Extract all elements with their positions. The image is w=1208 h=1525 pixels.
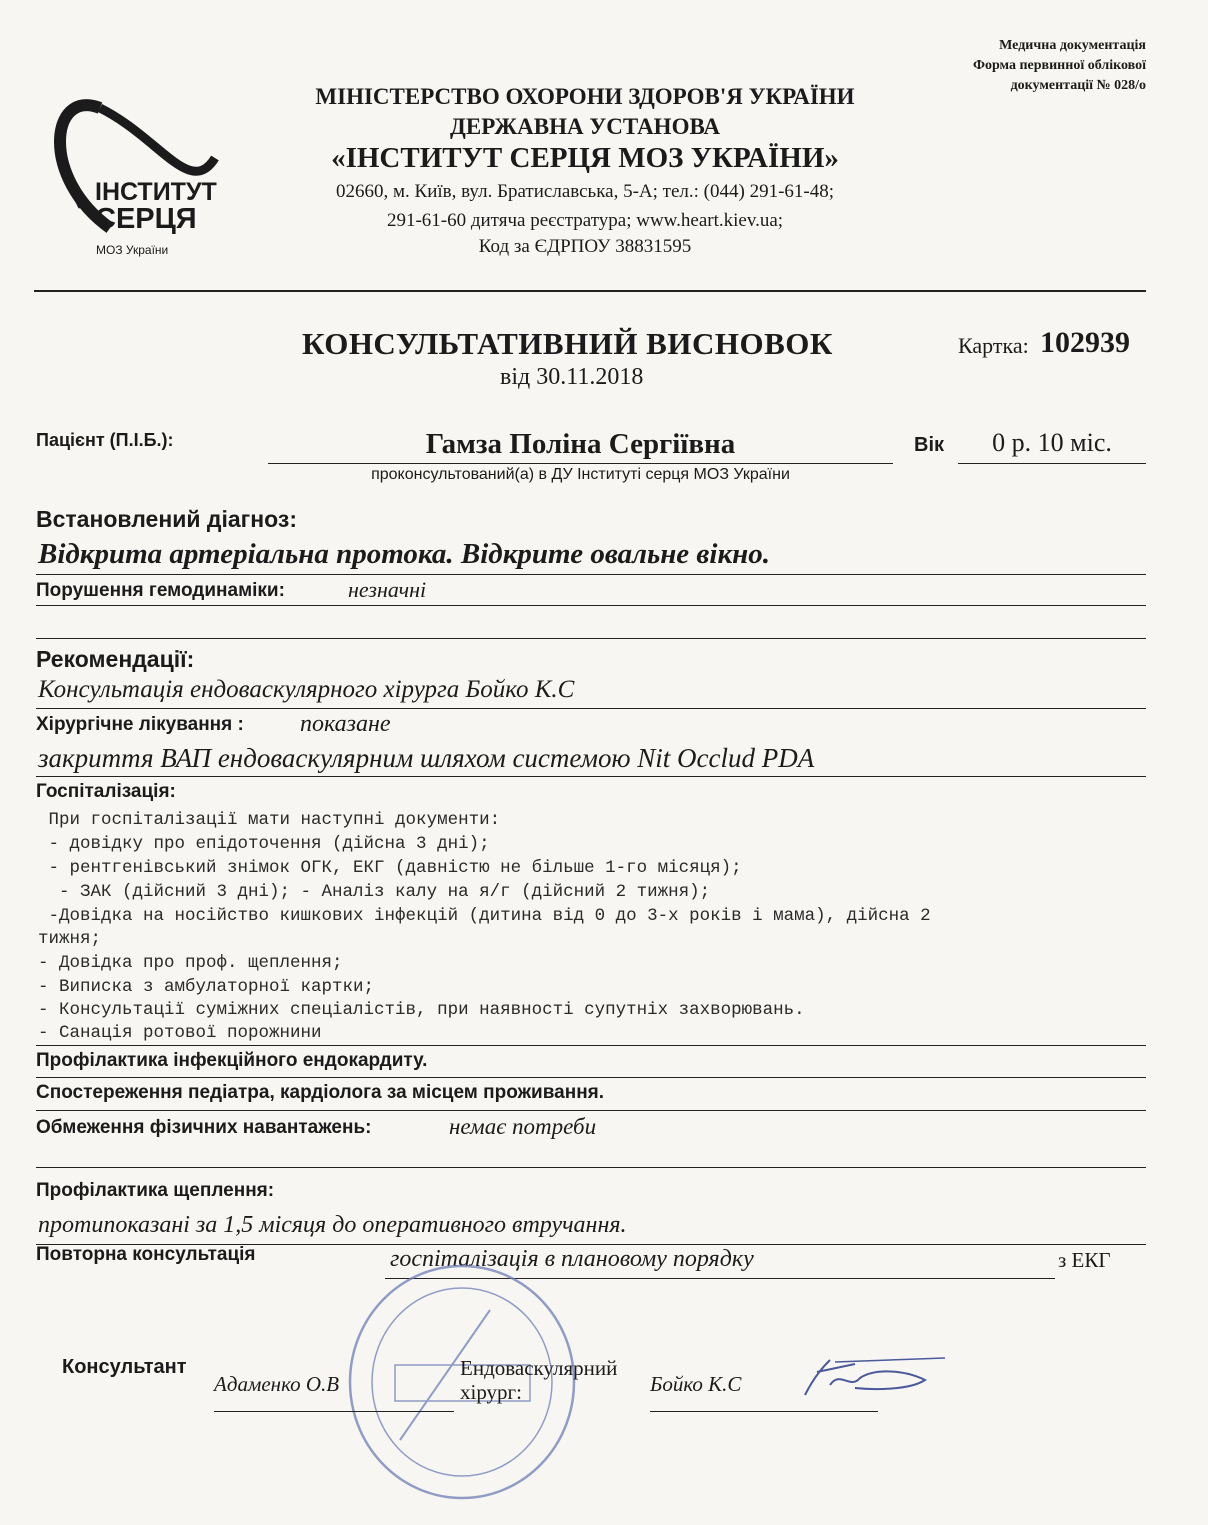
surgeon-signature-line [650, 1411, 878, 1412]
hemodynamics-label: Порушення гемодинаміки: [36, 580, 285, 601]
endocarditis-prevention: Профілактика інфекційного ендокардиту. [36, 1050, 428, 1071]
procedure-text: закриття ВАП ендоваскулярним шляхом системою Nit Occlud PDA [38, 743, 815, 773]
diagnosis-label: Встановлений діагноз: [36, 506, 297, 532]
patient-name: Гамза Поліна Сергіївна [425, 428, 736, 460]
form-code-line-2: Форма первинної облікової [972, 58, 1146, 73]
repeat-consultation-label: Повторна консультація [36, 1244, 256, 1265]
hospitalization-line: тижня; [38, 929, 102, 949]
hemodynamics-underline [36, 605, 1146, 606]
hospitalization-line: При госпіталізації мати наступні документи: [38, 810, 501, 830]
hospitalization-line: - ЗАК (дійсний 3 дні); - Аналіз калу на я/г (дійсний 2 тижня); [38, 882, 711, 902]
surgical-value: показане [300, 711, 391, 737]
hospitalization-line: - Виписка з амбулаторної картки; [38, 977, 375, 997]
recommendations-label: Рекомендації: [36, 646, 195, 672]
card-number: 102939 [1040, 326, 1130, 359]
endovascular-label-line-2: хірург: [460, 1380, 523, 1404]
hospitalization-line: - Консультації суміжних спеціалістів, при наявності супутніх захворювань. [38, 1000, 805, 1020]
physical-activity-value: немає потреби [449, 1114, 597, 1139]
ministry-title: МІНІСТЕРСТВО ОХОРОНИ ЗДОРОВ'Я УКРАЇНИ [315, 84, 855, 109]
procedure-underline [36, 776, 1146, 777]
card-label: Картка: [958, 333, 1029, 358]
patient-label: Пацієнт (П.І.Б.): [36, 430, 174, 450]
logo-word-2: СЕРЦЯ [95, 203, 197, 235]
age-label: Вік [914, 434, 945, 456]
endovascular-label-line-1: Ендоваскулярний [460, 1356, 618, 1380]
form-code-block [973, 36, 1146, 96]
logo-caption: МОЗ України [96, 243, 169, 257]
endovascular-surgeon-label [460, 1356, 617, 1404]
hospitalization-label: Госпіталізація: [36, 781, 176, 802]
repeat-consultation-suffix: з ЕКГ [1058, 1248, 1111, 1272]
observation-text: Спостереження педіатра, кардіолога за місцем проживання. [36, 1082, 605, 1103]
institute-logo [40, 78, 240, 263]
diagnosis-underline [36, 574, 1146, 575]
consultation-recommendation: Консультація ендоваскулярного хірурга Бойко К.С [38, 676, 575, 703]
consultant-label: Консультант [62, 1356, 187, 1378]
hospitalization-line: - Довідка про проф. щеплення; [38, 953, 343, 973]
hospitalization-line: - довідку про епідоточення (дійсна 3 дні); [38, 834, 490, 854]
surgeon-signature [735, 1350, 950, 1410]
hospitalization-underline [36, 1045, 1146, 1046]
patient-name-underline [268, 463, 893, 464]
diagnosis-value: Відкрита артеріальна протока. Відкрите овальне вікно. [38, 538, 770, 570]
document-date: від 30.11.2018 [500, 364, 644, 390]
consultant-name: Адаменко О.В [214, 1372, 340, 1396]
document-title: КОНСУЛЬТАТИВНИЙ ВИСНОВОК [302, 326, 833, 361]
institution-type: ДЕРЖАВНА УСТАНОВА [450, 114, 720, 139]
form-code-line-3: документації № 028/о [1010, 78, 1146, 93]
logo-curve-right [100, 108, 215, 171]
hemodynamics-value: незначні [348, 577, 427, 602]
hospitalization-line: - рентгенівський знімок ОГК, ЕКГ (давністю не більше 1-го місяця); [38, 858, 742, 878]
signature-scribble [805, 1360, 925, 1395]
hospitalization-line: -Довідка на носійство кишкових інфекцій (дитина від 0 до 3-х років і мама), дійсна 2 [38, 906, 931, 926]
vaccination-value: протипоказані за 1,5 місяця до оперативного втручання. [38, 1212, 627, 1238]
header-divider [34, 290, 1146, 292]
institution-name: «ІНСТИТУТ СЕРЦЯ МОЗ УКРАЇНИ» [331, 142, 839, 174]
form-code-line-1: Медична документація [999, 38, 1146, 53]
repeat-consultation-value: госпіталізація в плановому порядку [390, 1246, 754, 1272]
consultation-underline [36, 708, 1146, 709]
endocarditis-underline [36, 1077, 1146, 1078]
institution-phones: 291-61-60 дитяча реєстратура; www.heart.kiev.ua; [386, 210, 784, 231]
surgical-label: Хірургічне лікування : [36, 714, 244, 735]
institution-edrpou: Код за ЄДРПОУ 38831595 [478, 236, 692, 257]
physical-activity-label: Обмеження фізичних навантажень: [36, 1117, 372, 1138]
blank-line-1 [36, 638, 1146, 639]
logo-word-1: ІНСТИТУТ [95, 178, 217, 206]
endovascular-surgeon-name: Бойко К.С [650, 1372, 742, 1396]
vaccination-label: Профілактика щеплення: [36, 1180, 275, 1201]
signature-tail [835, 1358, 945, 1362]
institution-address: 02660, м. Київ, вул. Братиславська, 5-А; тел.: (044) 291-61-48; [336, 181, 834, 202]
physical-underline [36, 1167, 1146, 1168]
hospitalization-line: - Санація ротової порожнини [38, 1023, 322, 1043]
observation-underline [36, 1110, 1146, 1111]
age-value: 0 р. 10 міс. [992, 428, 1112, 457]
consultant-signature-line [214, 1411, 454, 1412]
consulted-note: проконсультований(а) в ДУ Інституті серця МОЗ України [371, 466, 790, 483]
age-underline [958, 463, 1146, 464]
